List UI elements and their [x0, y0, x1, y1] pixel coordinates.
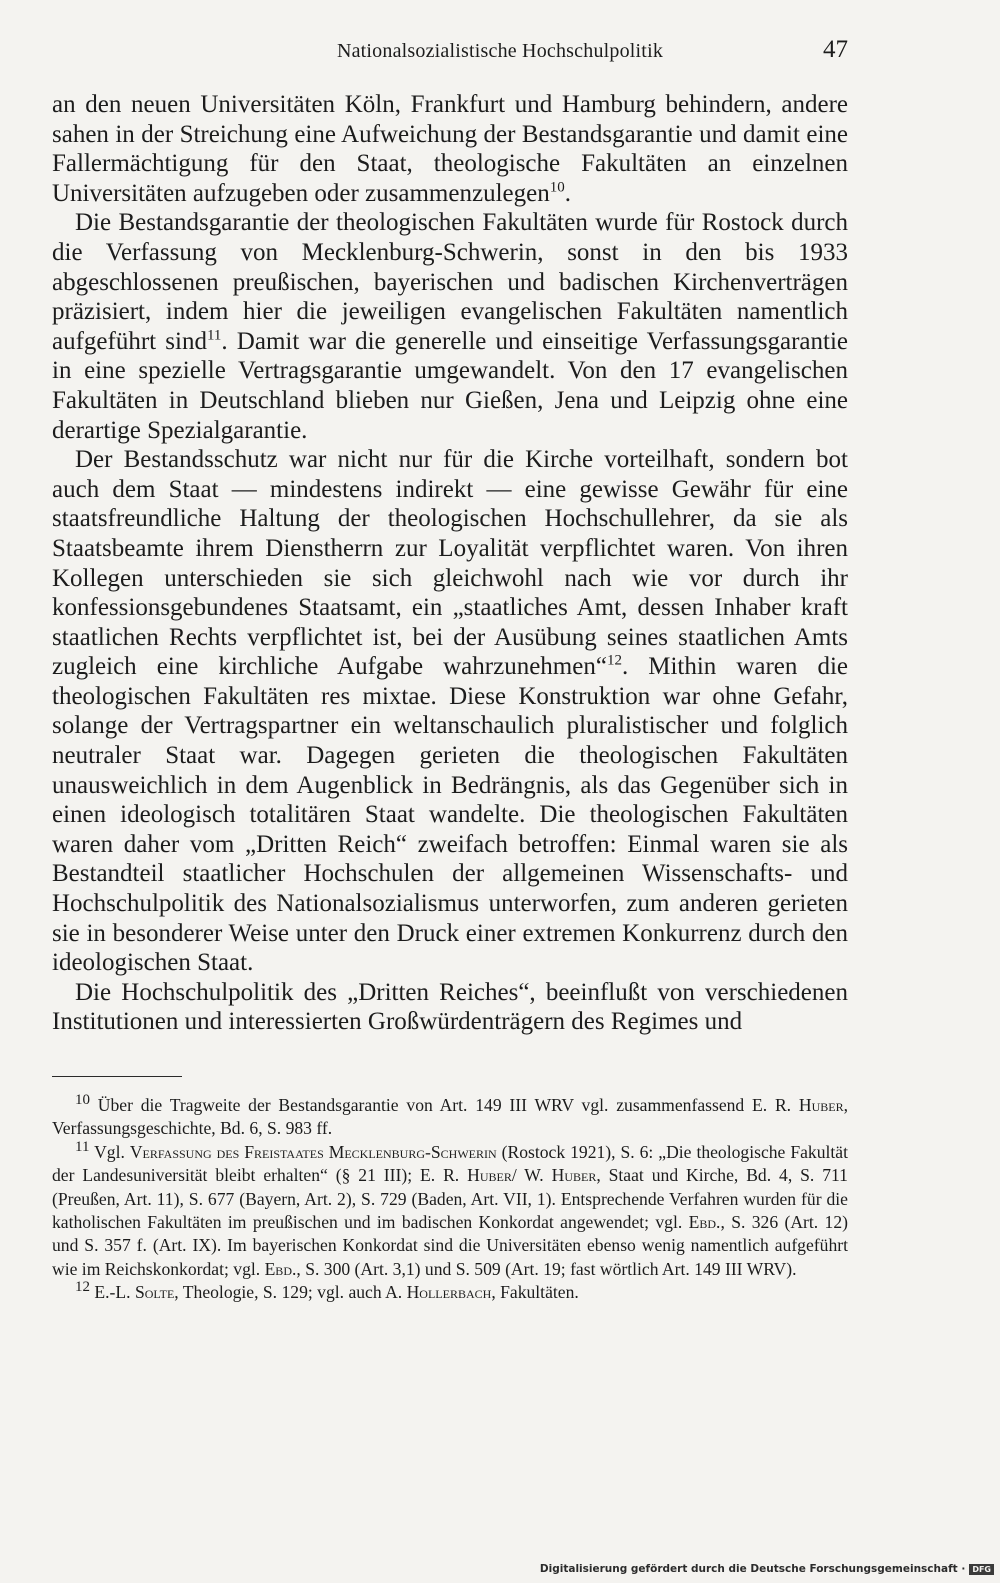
- page-number: 47: [823, 36, 848, 63]
- paragraph-3: Der Bestandsschutz war nicht nur für die Kirche vorteilhaft, sondern bot auch dem Staat — mindestens indirekt — eine gewisse Gewähr für eine staatsfreundliche Haltung der theologischen Hochschullehrer, da sie als Staatsbeamte ihrem Dienstherrn zur Loyalität verpflichtet waren. Von ihren Kollegen unterschieden sie sich gleichwohl nach wie vor durch ihr konfessionsgebundenes Staatsamt, ein „staatliches Amt, dessen Inhaber kraft staatlichen Rechts verpflichtet ist, bei der Ausübung seines staatlichen Amts zugleich eine kirchliche Aufgabe wahrzunehmen“$^{12}$. Mithin waren die theologischen Fakultäten res mixtae. Diese Konstruktion war ohne Gefahr, solange der Vertragspartner ein weltanschaulich pluralistischer und folglich neutraler Staat war. Dagegen gerieten die theologischen Fakultäten unausweichlich in dem Augenblick in Bedrängnis, als das Gegenüber sich in einen ideologisch totalitären Staat wandelte. Die theologischen Fakultäten waren daher vom „Dritten Reich“ zweifach betroffen: Einmal waren sie als Bestandteil staatlicher Hochschulen der allgemeinen Wissenschafts- und Hochschulpolitik des Nationalsozialismus unterworfen, zum anderen gerieten sie in besonderer Weise unter den Druck einer extremen Konkurrenz durch den ideologischen Staat.: [52, 446, 848, 977]
- ebd-ref: Ebd.: [688, 1212, 721, 1233]
- footnote-10: $^{10}$ Über die Tragweite der Bestandsgarantie von Art. 149 III WRV vgl. zusammenfassend E. R. Huber, Verfassungsgeschichte, Bd. 6, S. 983 ff.: [52, 1092, 848, 1139]
- footnote-divider: [52, 1076, 182, 1077]
- digitization-credit: [540, 1563, 994, 1575]
- main-text: [52, 90, 848, 1037]
- footnote-ref-10[interactable]: 10: [549, 179, 565, 196]
- dfg-logo-icon: DFG: [969, 1564, 994, 1575]
- footnote-mark: 12: [75, 1279, 90, 1296]
- paragraph-1: an den neuen Universitäten Köln, Frankfurt und Hamburg behindern, andere sahen in der Streichung eine Aufweichung der Bestandsgarantie und damit eine Fallermächtigung für den Staat, theologische Fakultäten an einzelnen Universitäten aufzugeben oder zusammenzulegen$^{10}$.: [52, 91, 848, 207]
- author-name: Huber: [798, 1095, 844, 1115]
- footnote-ref-11[interactable]: 11: [206, 327, 222, 344]
- author-name: Huber: [551, 1165, 597, 1186]
- author-name: Hollerbach: [406, 1282, 492, 1303]
- footnote-11: $^{11}$ Vgl. Verfassung des Freistaates Mecklenburg-Schwerin (Rostock 1921), S. 6: „Die theologische Fakultät der Landesuniversität bleibt erhalten“ (§ 21 III); E. R. Huber/ W. Huber, Staat und Kirche, Bd. 4, S. 711 (Preußen, Art. 11), S. 677 (Bayern, Art. 2), S. 729 (Baden, Art. VII, 1). Entsprechende Verfahren wurden für die katholischen Fakultäten im preußischen und im badischen Konkordat angewendet; vgl. Ebd., S. 326 (Art. 12) und S. 357 f. (Art. IX). Im bayerischen Konkordat sind die Universitäten ebenso wenig namentlich aufgeführt wie im Reichskonkordat; vgl. Ebd., S. 300 (Art. 3,1) und S. 509 (Art. 19; fast wörtlich Art. 149 III WRV).: [52, 1138, 848, 1279]
- source-title: Verfassung des Freistaates Mecklenburg-Schwerin: [129, 1141, 497, 1162]
- footnotes: [52, 1094, 848, 1305]
- paragraph-4: Die Hochschulpolitik des „Dritten Reiches“, beeinflußt von verschiedenen Institutionen und interessierten Großwürdenträgern des Regimes und: [52, 978, 848, 1036]
- author-name: Huber: [467, 1165, 512, 1186]
- paragraph-2: Die Bestandsgarantie der theologischen Fakultäten wurde für Rostock durch die Verfassung von Mecklenburg-Schwerin, sonst in den bis 1933 abgeschlossenen preußischen, bayerischen und badischen Kirchenverträgen präzisiert, indem hier die jeweiligen evangelischen Fakultäten namentlich aufgeführt sind$^{11}$. Damit war die generelle und einseitige Verfassungsgarantie in eine spezielle Vertragsgarantie umgewandelt. Von den 17 evangelischen Fakultäten in Deutschland blieben nur Gießen, Jena und Leipzig ohne eine derartige Spezialgarantie.: [52, 209, 848, 444]
- author-name: Solte: [134, 1282, 175, 1303]
- footnote-mark: 11: [75, 1138, 90, 1155]
- running-header: Nationalsozialistische Hochschulpolitik: [336, 40, 664, 62]
- footnote-12: $^{12}$ E.-L. Solte, Theologie, S. 129; vgl. auch A. Hollerbach, Fakultäten.: [75, 1279, 579, 1303]
- footnote-ref-12[interactable]: 12: [606, 652, 622, 669]
- footnote-mark: 10: [75, 1092, 90, 1109]
- ebd-ref: Ebd.: [264, 1258, 297, 1279]
- credit-text: Digitalisierung gefördert durch die Deutsche Forschungsgemeinschaft ·: [539, 1563, 966, 1575]
